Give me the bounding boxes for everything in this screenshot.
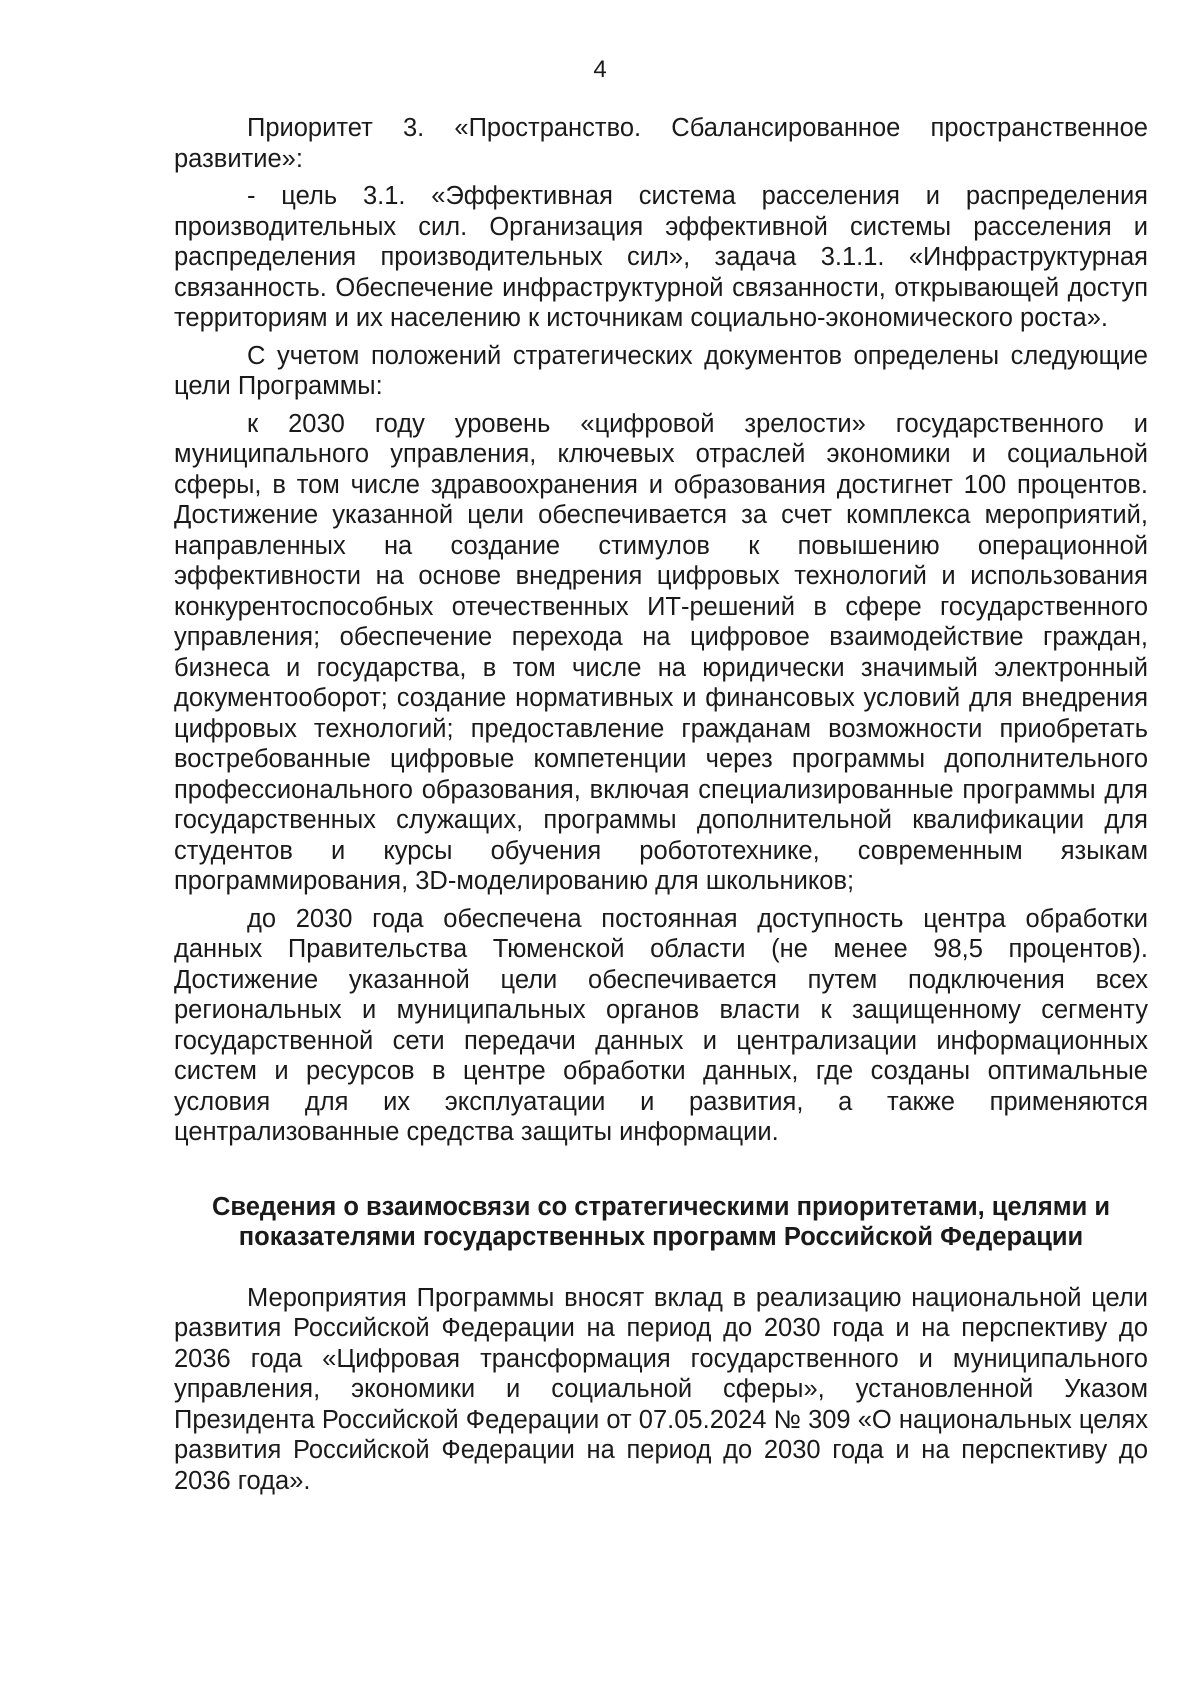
- program-goals-intro: С учетом положений стратегических документов определены следующие цели Программы:: [174, 341, 1148, 400]
- goal-paragraph: - цель 3.1. «Эффективная система расселения и распределения производительных сил. Организация эффективной системы расселения и распределения производительных сил», задача 3.1.1. «Инфраструктурная связанность. Обеспечение инфраструктурной связанности, открывающей доступ территориям и их населению к источникам социально-экономического роста».: [174, 182, 1148, 332]
- page-number: 4: [593, 56, 607, 83]
- data-center-goal: до 2030 года обеспечена постоянная доступность центра обработки данных Правительства Тюменской области (не менее 98,5 процентов). Достижение указанной цели обеспечивается путем подключения всех региональных и муниципальных органов власти к защищенному сегменту государственной сети передачи данных и централизации информационных систем и ресурсов в центре обработки данных, где созданы оптимальные условия для их эксплуатации и развития, а также применяются централизованные средства защиты информации.: [174, 904, 1148, 1146]
- document-body: [174, 113, 1148, 1496]
- section-heading: [174, 1192, 1148, 1253]
- digital-maturity-goal: к 2030 году уровень «цифровой зрелости» государственного и муниципального управления, ключевых отраслей экономики и социальной сферы, в том числе здравоохранения и образования достигнет 100 процентов. Достижение указанной цели обеспечивается за счет комплекса мероприятий, направленных на создание стимулов к повышению операционной эффективности на основе внедрения цифровых технологий и использования конкурентоспособных отечественных ИТ-решений в сфере государственного управления; обеспечение перехода на цифровое взаимодействие граждан, бизнеса и государства, в том числе на юридически значимый электронный документооборот; создание нормативных и финансовых условий для внедрения цифровых технологий; предоставление гражданам возможности приобретать востребованные цифровые компетенции через программы дополнительного профессионального образования, включая специализированные программы для государственных служащих, программы дополнительной квалификации для студентов и курсы обучения робототехнике, современным языкам программирования, 3D-моделированию для школьников;: [174, 409, 1148, 895]
- section-heading-line: Сведения о взаимосвязи со стратегическими приоритетами, целями и: [211, 1192, 1111, 1221]
- section-heading-line: показателями государственных программ Российской Федерации: [238, 1223, 1084, 1251]
- national-goal-paragraph: Мероприятия Программы вносят вклад в реализацию национальной цели развития Российской Федерации на период до 2030 года и на перспективу до 2036 года «Цифровая трансформация государственного и муниципального управления, экономики и социальной сферы», установленной Указом Президента Российской Федерации от 07.05.2024 № 309 «О национальных целях развития Российской Федерации на период до 2030 года и на перспективу до 2036 года».: [174, 1283, 1148, 1495]
- priority-paragraph: Приоритет 3. «Пространство. Сбалансированное пространственное развитие»:: [174, 114, 1148, 173]
